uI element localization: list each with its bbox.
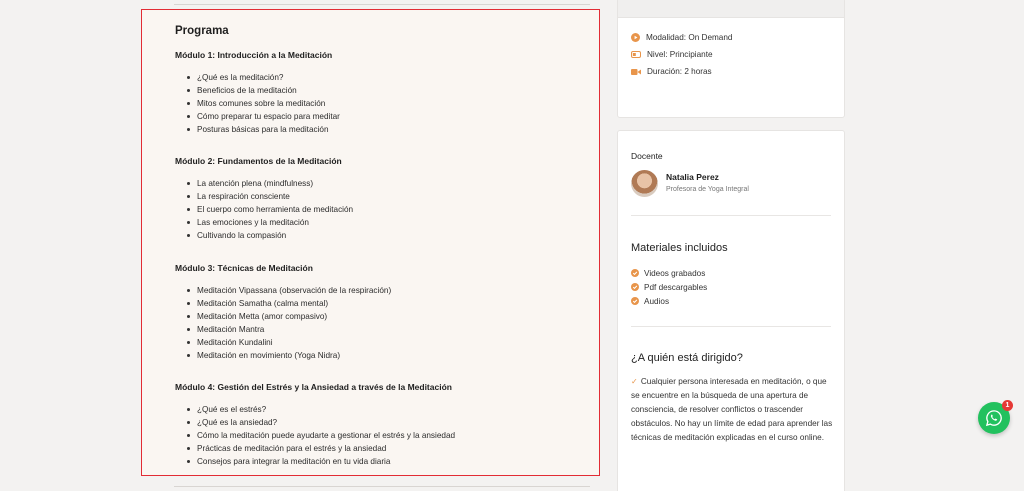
program-title: Programa xyxy=(175,25,229,37)
list-item: Pdf descargables xyxy=(631,280,707,294)
list-item: Meditación Kundalini xyxy=(187,336,595,349)
info-modality xyxy=(631,33,732,42)
list-item: Meditación Samatha (calma mental) xyxy=(187,297,595,310)
divider xyxy=(631,326,831,327)
list-item: Posturas básicas para la meditación xyxy=(187,123,595,136)
list-item: Meditación Vipassana (observación de la respiración) xyxy=(187,284,595,297)
play-circle-icon xyxy=(631,33,640,42)
whatsapp-icon xyxy=(985,409,1003,427)
audience-description: ✓ Cualquier persona interesada en meditación, o que se encuentre en la búsqueda de una apertura de consciencia, de resolver conflictos o trascender obstáculos. No hay un límite de edad para aprender las técnicas de meditación explicadas en el curso online. xyxy=(631,377,833,442)
module-1 xyxy=(175,50,595,136)
notification-badge: 1 xyxy=(1002,400,1013,411)
module-title: Módulo 3: Técnicas de Meditación xyxy=(175,263,313,273)
card-header-strip xyxy=(618,0,844,18)
check-circle-icon xyxy=(631,269,639,277)
module-title: Módulo 2: Fundamentos de la Meditación xyxy=(175,156,342,166)
list-item: Meditación en movimiento (Yoga Nidra) xyxy=(187,349,595,362)
list-item: Consejos para integrar la meditación en tu vida diaria xyxy=(187,455,595,468)
list-item: La atención plena (mindfulness) xyxy=(187,177,595,190)
level-text: Nivel: Principiante xyxy=(647,50,713,59)
level-bar-icon xyxy=(631,51,641,58)
list-item: Cómo la meditación puede ayudarte a gestionar el estrés y la ansiedad xyxy=(187,429,595,442)
list-item: Prácticas de meditación para el estrés y la ansiedad xyxy=(187,442,595,455)
check-circle-icon xyxy=(631,283,639,291)
list-item: El cuerpo como herramienta de meditación xyxy=(187,203,595,216)
modality-text: Modalidad: On Demand xyxy=(646,33,733,42)
list-item: Beneficios de la meditación xyxy=(187,84,595,97)
duration-text: Duración: 2 horas xyxy=(647,67,712,76)
program-section xyxy=(141,9,600,476)
divider xyxy=(631,215,831,216)
teacher-card xyxy=(617,130,845,491)
list-item: ¿Qué es la ansiedad? xyxy=(187,416,595,429)
module-2 xyxy=(175,156,595,242)
teacher-name[interactable]: Natalia Perez xyxy=(666,172,719,182)
check-circle-icon xyxy=(631,297,639,305)
top-divider xyxy=(174,4,590,5)
list-item: Meditación Metta (amor compasivo) xyxy=(187,310,595,323)
materials-list xyxy=(631,266,707,308)
module-title: Módulo 1: Introducción a la Meditación xyxy=(175,50,333,60)
materials-title: Materiales incluidos xyxy=(631,242,728,254)
list-item: Las emociones y la meditación xyxy=(187,216,595,229)
list-item: Videos grabados xyxy=(631,266,707,280)
list-item: Mitos comunes sobre la meditación xyxy=(187,97,595,110)
list-item: Audios xyxy=(631,294,707,308)
bottom-divider xyxy=(174,486,590,487)
list-item: ¿Qué es el estrés? xyxy=(187,403,595,416)
list-item: ¿Qué es la meditación? xyxy=(187,71,595,84)
module-3 xyxy=(175,263,595,362)
teacher-role: Profesora de Yoga Integral xyxy=(666,186,749,193)
list-item: La respiración consciente xyxy=(187,190,595,203)
avatar[interactable] xyxy=(631,170,658,197)
module-title: Módulo 4: Gestión del Estrés y la Ansiedad a través de la Meditación xyxy=(175,382,452,392)
info-level xyxy=(631,50,713,59)
module-4 xyxy=(175,382,595,468)
list-item: Meditación Mantra xyxy=(187,323,595,336)
list-item: Cómo preparar tu espacio para meditar xyxy=(187,110,595,123)
video-camera-icon xyxy=(631,68,641,76)
teacher-section-label: Docente xyxy=(631,151,663,161)
info-duration xyxy=(631,67,712,76)
check-icon: ✓ xyxy=(631,377,638,386)
course-info-card xyxy=(617,0,845,118)
list-item: Cultivando la compasión xyxy=(187,229,595,242)
audience-title: ¿A quién está dirigido? xyxy=(631,352,743,364)
